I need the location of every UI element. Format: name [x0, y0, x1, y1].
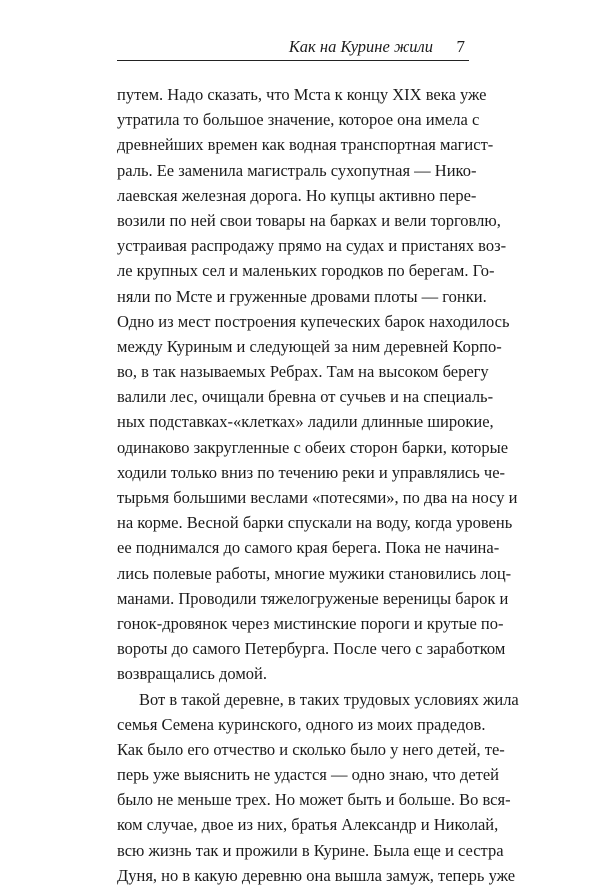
text-line: лись полевые работы, многие мужики становились лоц-	[117, 561, 469, 586]
text-line: раль. Ее заменила магистраль сухопутная — Нико-	[117, 158, 469, 183]
text-line: всю жизнь так и прожили в Курине. Была еще и сестра	[117, 838, 469, 863]
text-line: ходили только вниз по течению реки и управлялись че-	[117, 460, 469, 485]
text-line: вороты до самого Петербурга. После чего с заработком	[117, 636, 469, 661]
text-line: устраивая распродажу прямо на судах и пристанях воз-	[117, 233, 469, 258]
text-line: ком случае, двое из них, братья Александр и Николай,	[117, 812, 469, 837]
header-rule	[117, 60, 469, 61]
text-line: было не меньше трех. Но может быть и больше. Во вся-	[117, 787, 469, 812]
text-line: Одно из мест построения купеческих барок находилось	[117, 309, 469, 334]
text-line: возили по ней свои товары на барках и вели торговлю,	[117, 208, 469, 233]
text-line: во, в так называемых Ребрах. Там на высоком берегу	[117, 359, 469, 384]
text-line: путем. Надо сказать, что Мста к концу XIX века уже	[117, 82, 469, 107]
text-line: Как было его отчество и сколько было у него детей, те-	[117, 737, 469, 762]
running-head	[117, 31, 469, 63]
text-line: тырьмя большими веслами «потесями», по два на носу и	[117, 485, 469, 510]
paragraph-1	[117, 82, 469, 687]
text-line: между Куриным и следующей за ним деревней Корпо-	[117, 334, 469, 359]
text-body	[117, 82, 469, 888]
text-line: ее поднимался до самого края берега. Пока не начина-	[117, 535, 469, 560]
text-line: няли по Мсте и груженные дровами плоты — гонки.	[117, 284, 469, 309]
text-line: Вот в такой деревне, в таких трудовых условиях жила	[117, 687, 469, 712]
text-line: семья Семена куринского, одного из моих прадедов.	[117, 712, 469, 737]
page-number: 7	[457, 37, 466, 57]
text-line: гонок-дровянок через мистинские пороги и крутые по-	[117, 611, 469, 636]
running-title: Как на Курине жили	[289, 37, 433, 57]
text-line: перь уже выяснить не удастся — одно знаю, что детей	[117, 762, 469, 787]
text-line: ных подставках-«клетках» ладили длинные широкие,	[117, 409, 469, 434]
text-line: Дуня, но в какую деревню она вышла замуж, теперь уже	[117, 863, 469, 888]
text-line: древнейших времен как водная транспортная магист-	[117, 132, 469, 157]
text-line: утратила то большое значение, которое она имела с	[117, 107, 469, 132]
text-line: одинаково закругленные с обеих сторон барки, которые	[117, 435, 469, 460]
text-line: на корме. Весной барки спускали на воду, когда уровень	[117, 510, 469, 535]
text-line: валили лес, очищали бревна от сучьев и на специаль-	[117, 384, 469, 409]
text-line: возвращались домой.	[117, 661, 469, 686]
text-line: ле крупных сел и маленьких городков по берегам. Го-	[117, 258, 469, 283]
text-line: лаевская железная дорога. Но купцы активно пере-	[117, 183, 469, 208]
paragraph-2	[117, 687, 469, 888]
text-line: манами. Проводили тяжелогруженые вереницы барок и	[117, 586, 469, 611]
